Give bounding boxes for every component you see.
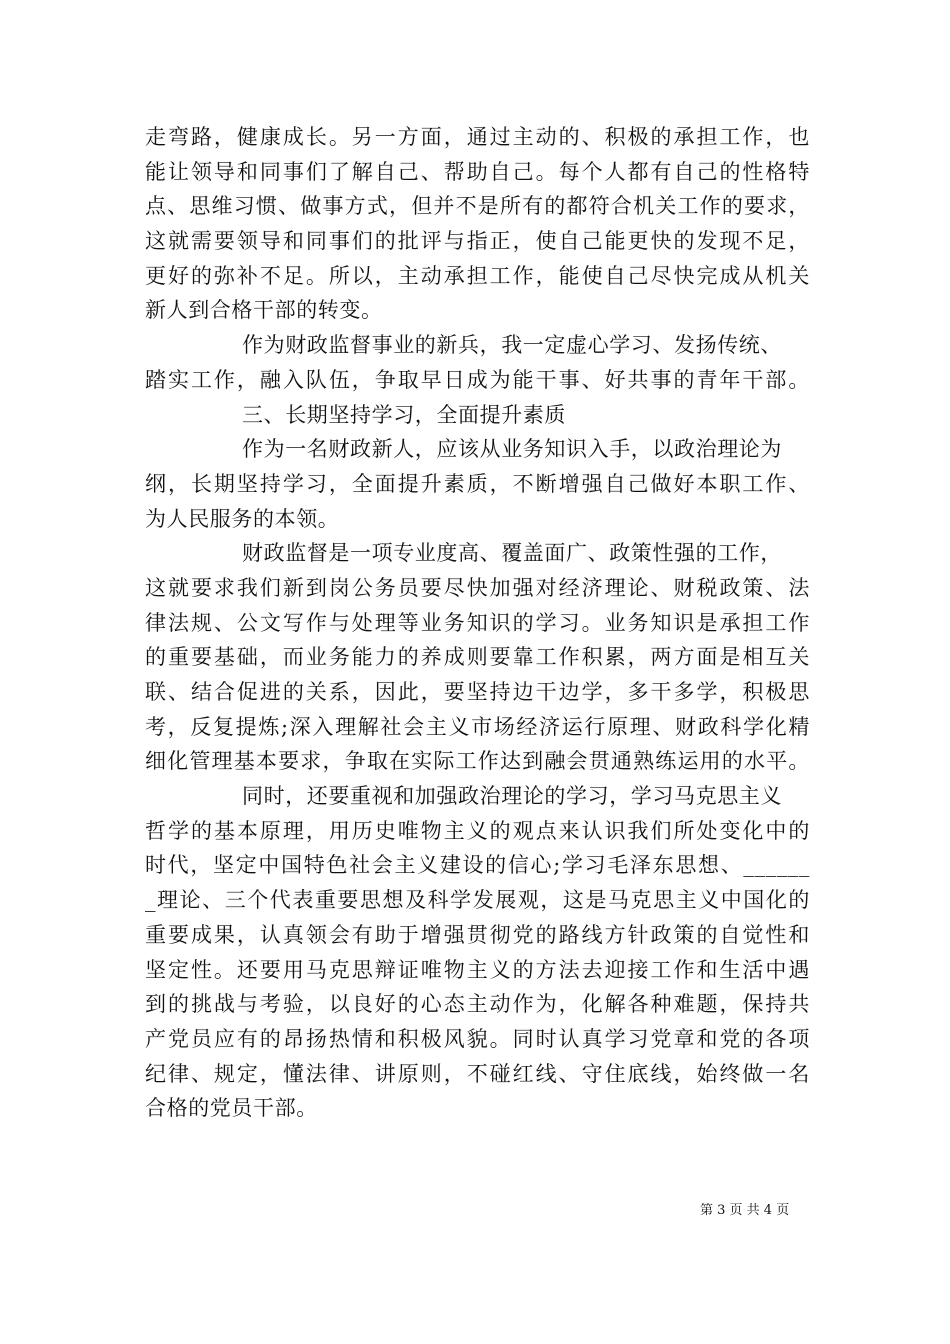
text-line: 产党员应有的昂扬热情和积极风貌。同时认真学习党章和党的各项 xyxy=(145,1026,810,1051)
text-line: 重要成果，认真领会有助于增强贯彻党的路线方针政策的自觉性和 xyxy=(145,922,810,947)
text-line: 合格的党员干部。 xyxy=(145,1096,318,1121)
text-line: 时代，坚定中国特色社会主义建设的信心;学习毛泽东思想、______ xyxy=(145,853,810,878)
text-line: 细化管理基本要求，争取在实际工作达到融会贯通熟练运用的水平。 xyxy=(145,749,810,774)
page-number-footer: 第 3 页 共 4 页 xyxy=(700,1203,790,1218)
text-line: 作为一名财政新人，应该从业务知识入手，以政治理论为 xyxy=(242,437,782,462)
text-line: 的重要基础，而业务能力的养成则要靠工作积累，两方面是相互关 xyxy=(145,645,810,670)
text-line: 纲，长期坚持学习，全面提升素质，不断增强自己做好本职工作、 xyxy=(145,471,810,496)
text-line: 财政监督是一项专业度高、覆盖面广、政策性强的工作， xyxy=(242,541,782,566)
text-line: 考，反复提炼;深入理解社会主义市场经济运行原理、财政科学化精 xyxy=(145,714,810,739)
text-line: _理论、三个代表重要思想及科学发展观，这是马克思主义中国化的 xyxy=(145,888,810,913)
text-line: 作为财政监督事业的新兵，我一定虚心学习、发扬传统、 xyxy=(242,333,782,358)
text-line: 三、长期坚持学习，全面提升素质 xyxy=(242,402,566,427)
text-line: 到的挑战与考验，以良好的心态主动作为，化解各种难题，保持共 xyxy=(145,992,810,1017)
text-line: 坚定性。还要用马克思辩证唯物主义的方法去迎接工作和生活中遇 xyxy=(145,957,810,982)
text-line: 这就要求我们新到岗公务员要尽快加强对经济理论、财税政策、法 xyxy=(145,575,810,600)
text-line: 律法规、公文写作与处理等业务知识的学习。业务知识是承担工作 xyxy=(145,610,810,635)
text-line: 哲学的基本原理，用历史唯物主义的观点来认识我们所处变化中的 xyxy=(145,818,810,843)
body-text xyxy=(145,120,810,1126)
text-line: 能让领导和同事们了解自己、帮助自己。每个人都有自己的性格特 xyxy=(145,159,810,184)
text-line: 新人到合格干部的转变。 xyxy=(145,298,383,323)
text-line: 更好的弥补不足。所以，主动承担工作，能使自己尽快完成从机关 xyxy=(145,263,810,288)
text-line: 走弯路，健康成长。另一方面，通过主动的、积极的承担工作，也 xyxy=(145,125,810,149)
text-line: 踏实工作，融入队伍，争取早日成为能干事、好共事的青年干部。 xyxy=(145,367,810,392)
text-line: 联、结合促进的关系，因此，要坚持边干边学，多干多学，积极思 xyxy=(145,680,810,704)
text-line: 点、思维习惯、做事方式，但并不是所有的都符合机关工作的要求， xyxy=(145,194,810,219)
text-line: 同时，还要重视和加强政治理论的学习，学习马克思主义 xyxy=(242,784,782,809)
text-line: 为人民服务的本领。 xyxy=(145,506,340,531)
text-line: 这就需要领导和同事们的批评与指正，使自己能更快的发现不足， xyxy=(145,229,810,254)
text-line: 纪律、规定，懂法律、讲原则，不碰红线、守住底线，始终做一名 xyxy=(145,1061,810,1086)
